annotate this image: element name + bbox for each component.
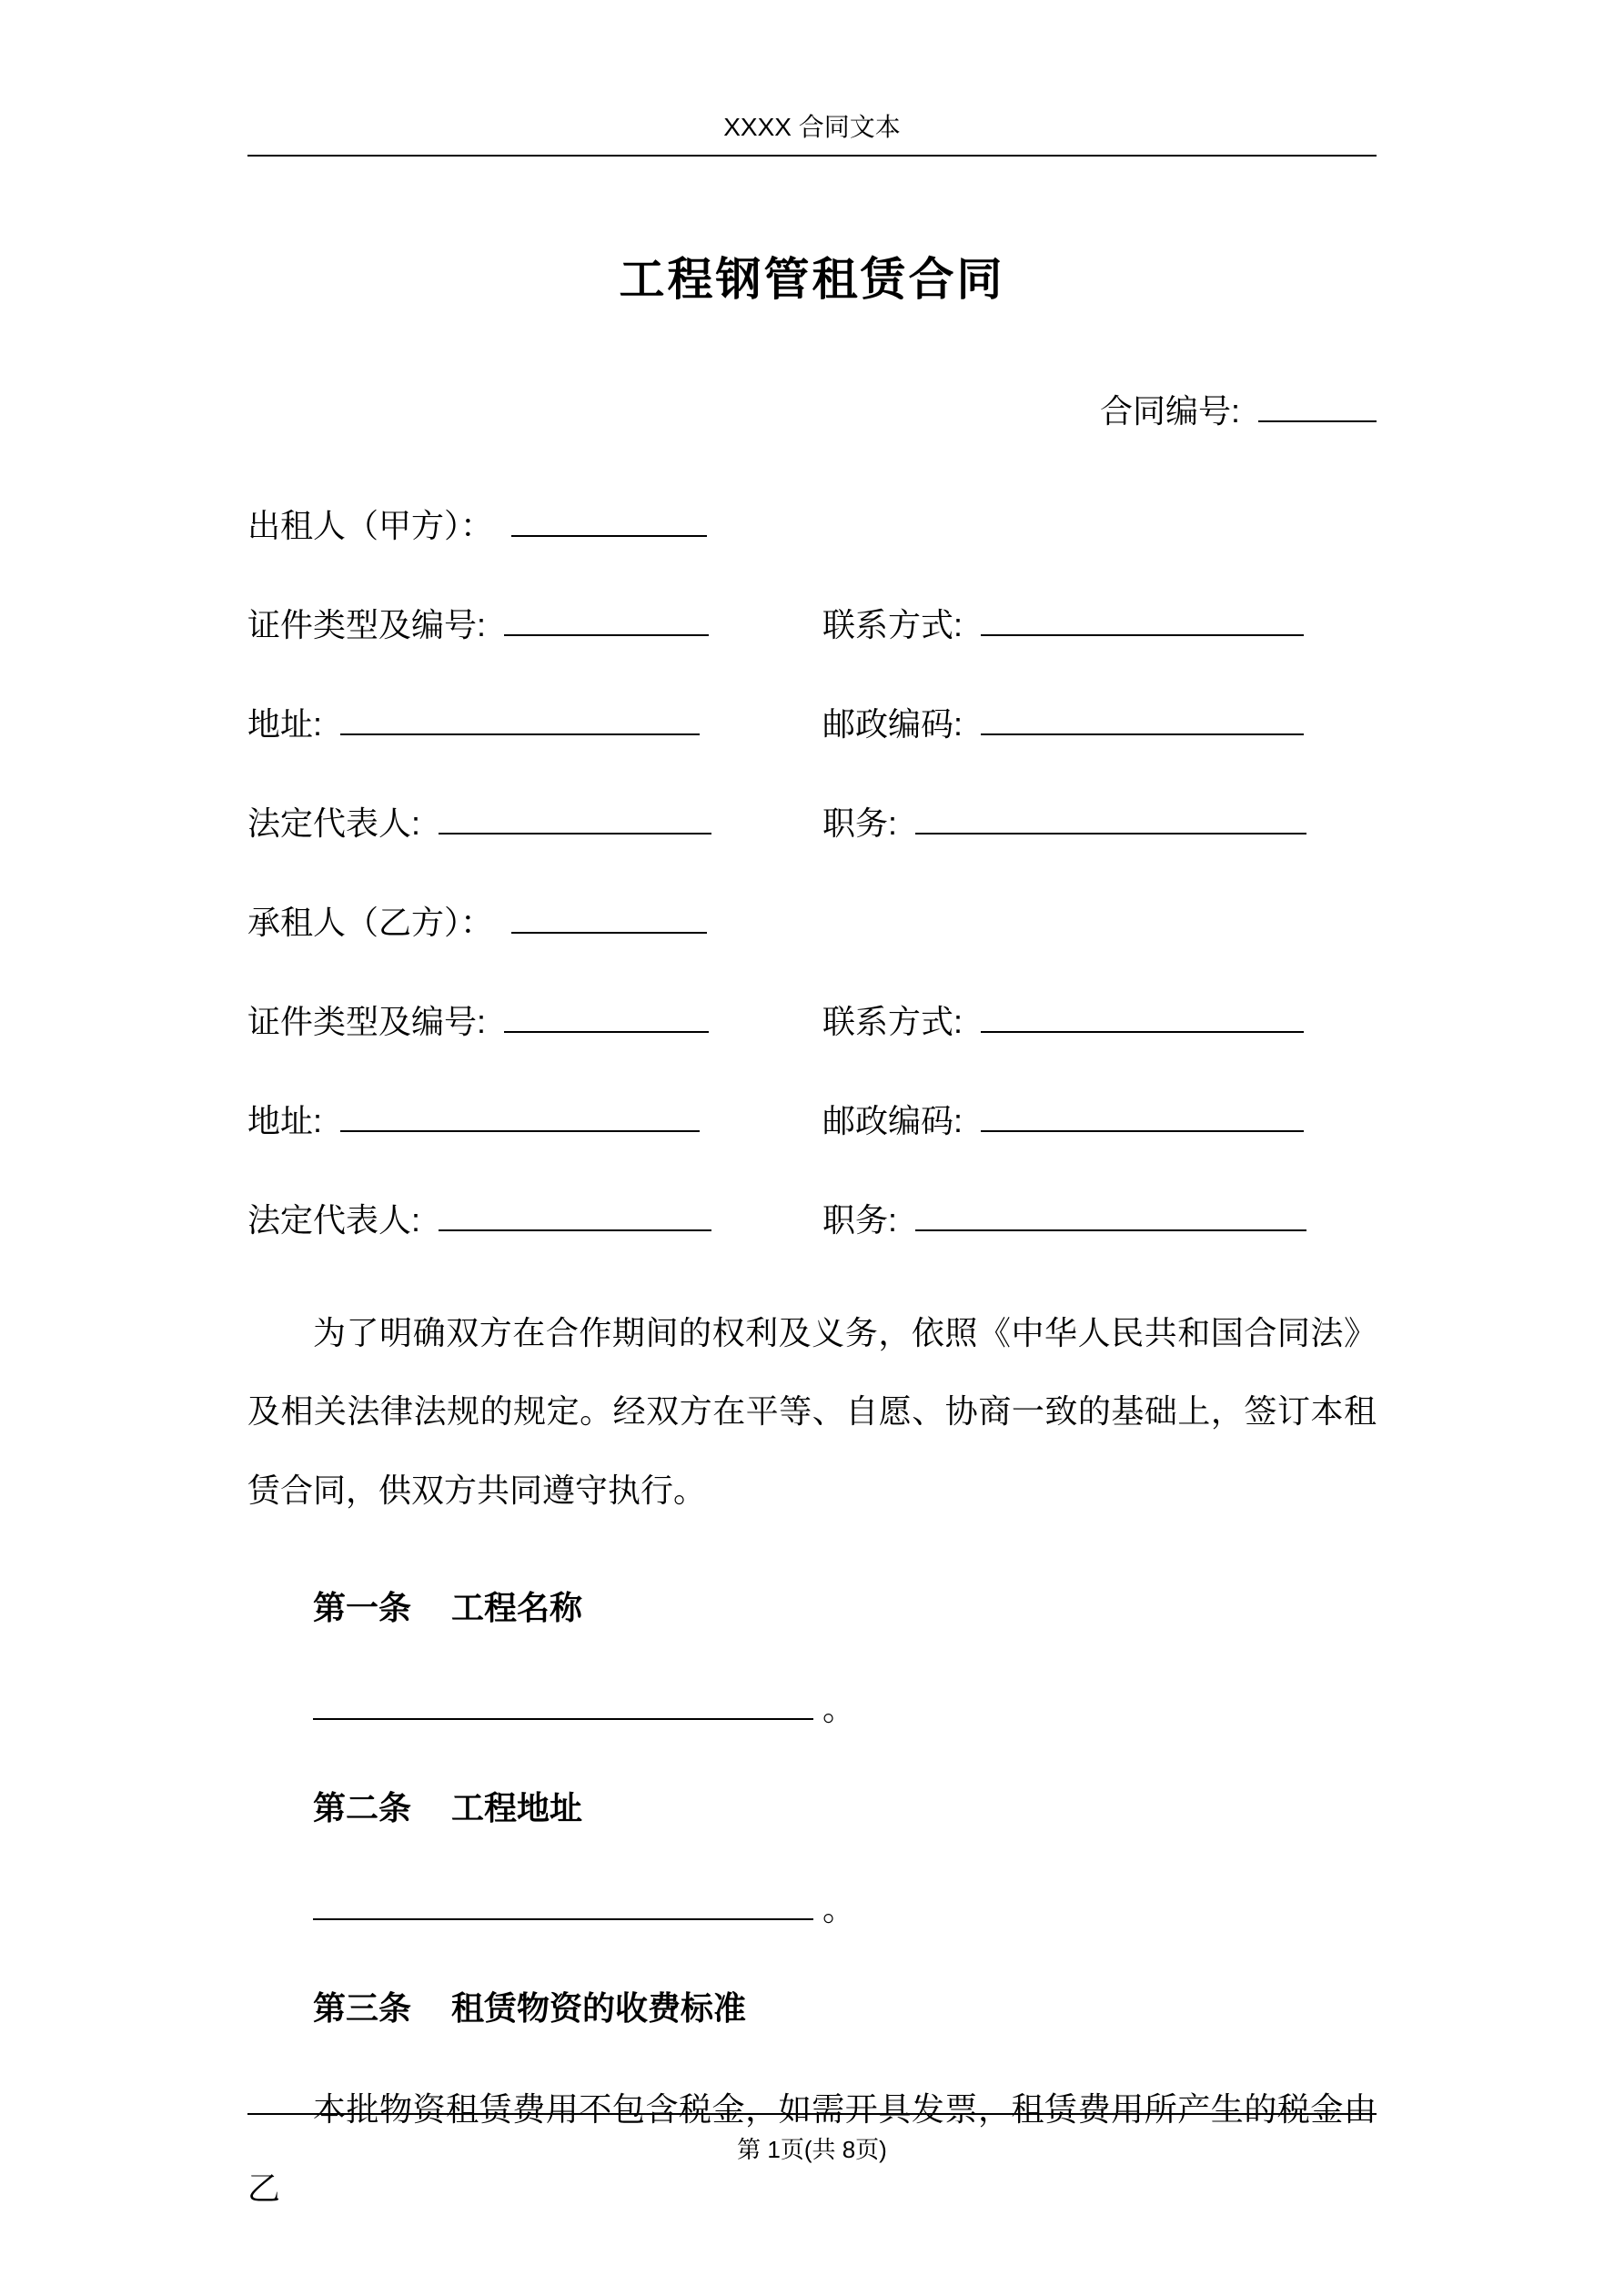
party-a-rep-label: 法定代表人:	[247, 804, 421, 842]
party-b-address-label: 地址:	[247, 1102, 323, 1139]
party-b-section	[247, 897, 1377, 1241]
party-a-address-label: 地址:	[247, 705, 323, 743]
party-a-row-2	[247, 699, 1377, 745]
party-b-rep-cell	[247, 1195, 822, 1241]
article-2-blank[interactable]	[313, 1884, 813, 1920]
article-3-number: 第三条	[313, 1989, 412, 2028]
article-1-blank-line	[247, 1684, 1377, 1730]
party-b-name-label: 承租人（乙方）：	[247, 904, 494, 941]
party-b-row-3	[247, 1195, 1377, 1241]
party-b-address-blank[interactable]	[340, 1096, 700, 1132]
contract-number-label: 合同编号:	[1099, 392, 1240, 430]
party-a-postcode-blank[interactable]	[981, 699, 1304, 735]
party-a-id-cell	[247, 600, 822, 646]
party-a-contact-blank[interactable]	[981, 600, 1304, 636]
party-b-id-cell	[247, 996, 822, 1043]
party-a-name-row	[247, 501, 1377, 547]
party-b-row-1	[247, 996, 1377, 1043]
party-a-name-label: 出租人（甲方）：	[247, 507, 494, 544]
party-a-position-cell	[822, 798, 1377, 845]
page-number: 第 1页(共 8页)	[737, 2136, 887, 2163]
article-3-heading	[247, 1983, 1377, 2029]
party-b-position-cell	[822, 1195, 1377, 1241]
article-2-blank-suffix: 。	[822, 1890, 856, 1928]
party-a-postcode-cell	[822, 699, 1377, 745]
article-1-blank-suffix: 。	[822, 1690, 856, 1728]
article-2-heading	[247, 1783, 1377, 1829]
contract-number-row	[247, 386, 1377, 432]
party-b-contact-label: 联系方式:	[822, 1003, 963, 1040]
party-a-id-label: 证件类型及编号:	[247, 606, 487, 643]
party-b-name-row	[247, 897, 1377, 944]
party-b-rep-blank[interactable]	[439, 1195, 711, 1231]
article-1-heading	[247, 1583, 1377, 1629]
party-b-contact-blank[interactable]	[981, 996, 1304, 1033]
party-a-position-blank[interactable]	[915, 798, 1306, 834]
party-b-name-cell	[247, 897, 1377, 944]
party-b-position-blank[interactable]	[915, 1195, 1306, 1231]
article-3-title: 租赁物资的收费标准	[451, 1989, 747, 2028]
party-b-id-label: 证件类型及编号:	[247, 1003, 487, 1040]
document-header-label: XXXX 合同文本	[723, 113, 901, 141]
article-2-title: 工程地址	[451, 1789, 583, 1827]
party-a-address-cell	[247, 699, 822, 745]
party-a-postcode-label: 邮政编码:	[822, 705, 963, 743]
article-1-title: 工程名称	[451, 1589, 583, 1627]
party-b-address-cell	[247, 1096, 822, 1142]
document-header	[247, 107, 1377, 157]
article-1-blank[interactable]	[313, 1684, 813, 1720]
party-b-id-blank[interactable]	[504, 996, 709, 1033]
party-a-name-blank[interactable]	[511, 501, 707, 537]
preamble-paragraph: 为了明确双方在合作期间的权利及义务，依照《中华人民共和国合同法》及相关法律法规的规定。经双方在平等、自愿、协商一致的基础上，签订本租赁合同，供双方共同遵守执行。	[247, 1314, 1377, 1509]
document-footer	[247, 2113, 1377, 2165]
party-b-position-label: 职务:	[822, 1201, 898, 1239]
party-a-name-cell	[247, 501, 1377, 547]
article-3-body: 本批物资租赁费用不包含税金，如需开具发票，租赁费用所产生的税金由乙	[247, 2090, 1377, 2207]
party-a-row-1	[247, 600, 1377, 646]
article-2-number: 第二条	[313, 1789, 412, 1827]
article-1-number: 第一条	[313, 1589, 412, 1627]
party-b-name-blank[interactable]	[511, 897, 707, 934]
party-b-postcode-cell	[822, 1096, 1377, 1142]
party-b-row-2	[247, 1096, 1377, 1142]
party-a-id-blank[interactable]	[504, 600, 709, 636]
party-a-rep-blank[interactable]	[439, 798, 711, 834]
contract-number-blank[interactable]	[1258, 386, 1377, 422]
party-a-rep-cell	[247, 798, 822, 845]
party-a-contact-cell	[822, 600, 1377, 646]
article-2-blank-line	[247, 1884, 1377, 1930]
party-a-row-3	[247, 798, 1377, 845]
party-b-postcode-label: 邮政编码:	[822, 1102, 963, 1139]
party-b-postcode-blank[interactable]	[981, 1096, 1304, 1132]
party-a-section	[247, 501, 1377, 845]
party-a-contact-label: 联系方式:	[822, 606, 963, 643]
party-a-address-blank[interactable]	[340, 699, 700, 735]
party-b-rep-label: 法定代表人:	[247, 1201, 421, 1239]
party-b-contact-cell	[822, 996, 1377, 1043]
document-title: 工程钢管租赁合同	[619, 254, 1005, 305]
party-a-position-label: 职务:	[822, 804, 898, 842]
